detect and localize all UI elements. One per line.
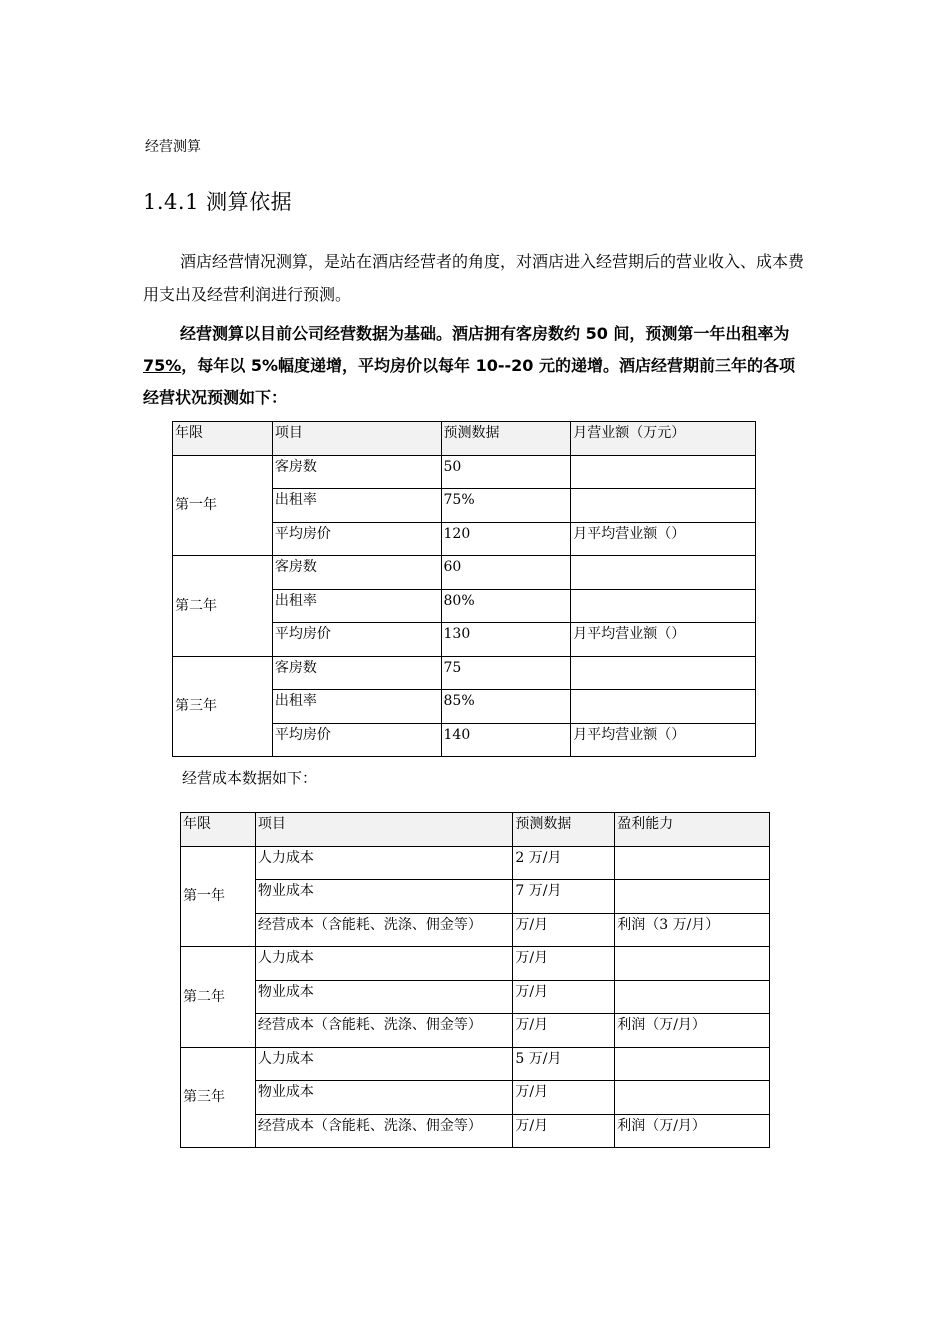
operating-row	[173, 556, 756, 590]
cost-row	[181, 947, 770, 981]
cost-item-cell: 物业成本	[255, 980, 513, 1014]
cost-forecast-body	[181, 813, 770, 1148]
cost-caption: 经营成本数据如下：	[182, 769, 318, 787]
cost-item-cell: 人力成本	[255, 1047, 513, 1081]
cost-note-cell	[615, 1047, 770, 1081]
operating-note-cell: 月平均营业额（）	[571, 522, 756, 556]
cost-value-cell: 万/月	[513, 1014, 615, 1048]
cost-value-cell: 7 万/月	[513, 880, 615, 914]
cost-row	[181, 1047, 770, 1081]
cost-item-cell: 物业成本	[255, 1081, 513, 1115]
occupancy-rate-underlined: 75%	[143, 356, 182, 375]
section-heading: 1.4.1 测算依据	[143, 190, 293, 214]
operating-item-cell: 平均房价	[272, 723, 441, 757]
cost-year-cell: 第二年	[181, 947, 256, 1048]
operating-note-cell	[571, 589, 756, 623]
operating-note-cell	[571, 455, 756, 489]
cost-value-cell: 5 万/月	[513, 1047, 615, 1081]
operating-item-cell: 客房数	[272, 455, 441, 489]
operating-value-cell: 80%	[441, 589, 571, 623]
cost-item-cell: 经营成本（含能耗、洗涤、佣金等）	[255, 1014, 513, 1048]
operating-note-cell	[571, 556, 756, 590]
cost-year-cell: 第一年	[181, 846, 256, 947]
cost-header-row	[181, 813, 770, 847]
intro-paragraph: 酒店经营情况测算，是站在酒店经营者的角度，对酒店进入经营期后的营业收入、成本费用支出及经营利润进行预测。	[143, 252, 805, 304]
operating-header-cell: 项目	[272, 422, 441, 456]
operating-item-cell: 出租率	[272, 690, 441, 724]
operating-row	[173, 455, 756, 489]
operating-header-cell: 预测数据	[441, 422, 571, 456]
cost-forecast-table	[180, 812, 770, 1148]
cost-header-cell: 年限	[181, 813, 256, 847]
cost-row	[181, 1014, 770, 1048]
operating-forecast-table	[172, 421, 756, 757]
basis-paragraph	[143, 318, 808, 414]
operating-forecast-body	[173, 422, 756, 757]
cost-value-cell: 万/月	[513, 980, 615, 1014]
cost-header-cell: 盈利能力	[615, 813, 770, 847]
cost-row	[181, 913, 770, 947]
cost-item-cell: 人力成本	[255, 947, 513, 981]
cost-row	[181, 1114, 770, 1148]
operating-value-cell: 75%	[441, 489, 571, 523]
operating-year-cell: 第二年	[173, 556, 273, 657]
cost-item-cell: 人力成本	[255, 846, 513, 880]
cost-note-cell: 利润（万/月）	[615, 1014, 770, 1048]
operating-item-cell: 客房数	[272, 556, 441, 590]
cost-value-cell: 2 万/月	[513, 846, 615, 880]
basis-text-after: ，每年以 5%幅度递增，平均房价以每年 10--20 元的递增。酒店经营期前三年的各项经营状况预测如下：	[143, 356, 795, 407]
cost-row	[181, 980, 770, 1014]
operating-value-cell: 75	[441, 656, 571, 690]
operating-value-cell: 60	[441, 556, 571, 590]
operating-item-cell: 客房数	[272, 656, 441, 690]
cost-value-cell: 万/月	[513, 1114, 615, 1148]
cost-row	[181, 880, 770, 914]
cost-note-cell	[615, 846, 770, 880]
operating-year-cell: 第三年	[173, 656, 273, 757]
operating-note-cell: 月平均营业额（）	[571, 723, 756, 757]
cost-note-cell: 利润（3 万/月）	[615, 913, 770, 947]
operating-item-cell: 出租率	[272, 489, 441, 523]
operating-value-cell: 130	[441, 623, 571, 657]
operating-note-cell	[571, 489, 756, 523]
operating-item-cell: 平均房价	[272, 522, 441, 556]
cost-value-cell: 万/月	[513, 947, 615, 981]
operating-value-cell: 85%	[441, 690, 571, 724]
cost-note-cell: 利润（万/月）	[615, 1114, 770, 1148]
operating-value-cell: 140	[441, 723, 571, 757]
basis-text-before: 经营测算以目前公司经营数据为基础。酒店拥有客房数约 50 间，预测第一年出租率为	[180, 324, 790, 343]
operating-note-cell: 月平均营业额（）	[571, 623, 756, 657]
operating-value-cell: 120	[441, 522, 571, 556]
operating-header-cell: 月营业额（万元）	[571, 422, 756, 456]
cost-item-cell: 经营成本（含能耗、洗涤、佣金等）	[255, 1114, 513, 1148]
cost-year-cell: 第三年	[181, 1047, 256, 1148]
cost-header-cell: 预测数据	[513, 813, 615, 847]
section-label: 经营测算	[145, 139, 201, 155]
operating-note-cell	[571, 656, 756, 690]
cost-row	[181, 1081, 770, 1115]
cost-note-cell	[615, 980, 770, 1014]
operating-value-cell: 50	[441, 455, 571, 489]
operating-header-cell: 年限	[173, 422, 273, 456]
cost-value-cell: 万/月	[513, 913, 615, 947]
operating-item-cell: 平均房价	[272, 623, 441, 657]
cost-row	[181, 846, 770, 880]
cost-header-cell: 项目	[255, 813, 513, 847]
operating-item-cell: 出租率	[272, 589, 441, 623]
cost-note-cell	[615, 1081, 770, 1115]
operating-year-cell: 第一年	[173, 455, 273, 556]
cost-item-cell: 物业成本	[255, 880, 513, 914]
cost-item-cell: 经营成本（含能耗、洗涤、佣金等）	[255, 913, 513, 947]
cost-note-cell	[615, 880, 770, 914]
operating-note-cell	[571, 690, 756, 724]
operating-row	[173, 656, 756, 690]
cost-value-cell: 万/月	[513, 1081, 615, 1115]
operating-header-row	[173, 422, 756, 456]
cost-note-cell	[615, 947, 770, 981]
